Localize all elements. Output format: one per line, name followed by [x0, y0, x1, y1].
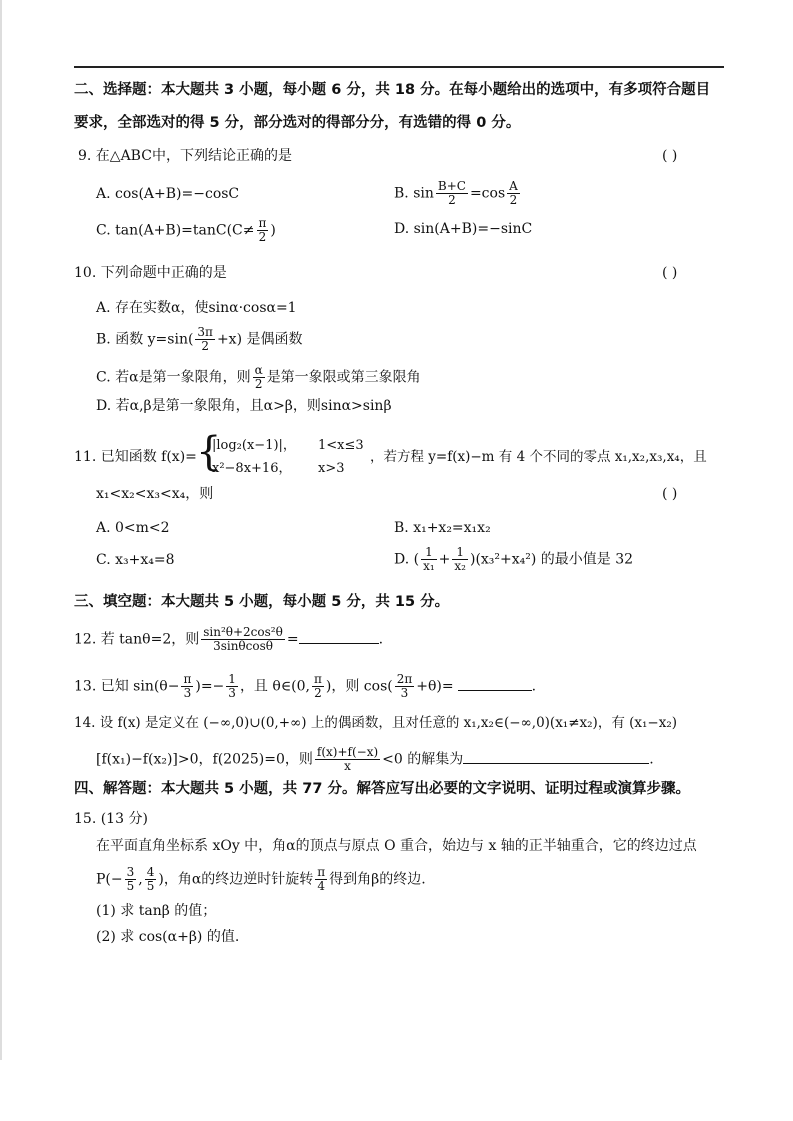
q11-answer-paren: ( ) — [662, 486, 678, 502]
q9-answer-paren: ( ) — [662, 148, 678, 164]
q9-stem: 9. 在△ABC中，下列结论正确的是 — [78, 148, 292, 164]
header-rule — [74, 66, 724, 68]
q11-case1: |log₂(x−1)|， — [212, 438, 296, 453]
q11-stem-end: ，若方程 y=f(x)−m 有 4 个不同的零点 x₁,x₂,x₃,x₄，且 — [370, 449, 707, 465]
q11-option-d: D. ( $\frac{1}{\text{x₁}}$ + $\frac{1}{\text{x₂}}$ )(x₃²+x₄²) 的最小值是 32 — [394, 545, 634, 573]
q10-option-d: D. 若α,β是第一象限角，且α>β，则sinα>sinβ — [96, 398, 392, 414]
q11-stem-line2: x₁<x₂<x₃<x₄，则 — [96, 486, 214, 502]
section2-title-line1: 二、选择题：本大题共 3 小题，每小题 6 分，共 18 分。在每小题给出的选项中，有多项符合题目 — [74, 82, 711, 98]
q10-stem: 10. 下列命题中正确的是 — [74, 265, 227, 281]
q9-option-c: C. tan(A+B)=tanC(C≠ $\frac{\pi}{2}$ ) — [96, 216, 276, 244]
q9-option-b: B. sin $\frac{B+C}{2}$ =cos $\frac{A}{2}$ — [394, 179, 518, 207]
q13-question: 13. 已知 sin(θ− $\frac{\pi}{3}$ )=− $\frac{1}{3}$ ，且 θ∈(0, $\frac{\pi}{2}$ )，则 cos( $\frac{2\pi}{3}$ +θ)= . — [74, 672, 537, 700]
q15-subquestion-1: (1) 求 tanβ 的值； — [96, 903, 217, 919]
piecewise-brace: { — [196, 429, 222, 475]
q11-case2-cond: x>3 — [318, 461, 345, 476]
q15-line2: P(− $\frac{3}{5}$ , $\frac{4}{5}$ )，角α的终边逆时针旋转 $\frac{\pi}{4}$ 得到角β的终边. — [96, 865, 426, 893]
q9-option-a: A. cos(A+B)=−cosC — [96, 186, 240, 202]
q15-subquestion-2: (2) 求 cos(α+β) 的值. — [96, 929, 240, 945]
q9-option-d: D. sin(A+B)=−sinC — [394, 221, 533, 237]
section2-title-line2: 要求，全部选对的得 5 分，部分选对的得部分分，有选错的得 0 分。 — [74, 115, 521, 131]
q10-answer-paren: ( ) — [662, 265, 678, 281]
q15-head: 15. (13 分) — [74, 811, 148, 827]
section3-title: 三、填空题：本大题共 5 小题，每小题 5 分，共 15 分。 — [74, 594, 450, 610]
q14-line1: 14. 设 f(x) 是定义在 (−∞,0)∪(0,+∞) 上的偶函数，且对任意的 x₁,x₂∈(−∞,0)(x₁≠x₂)，有 (x₁−x₂) — [74, 715, 678, 731]
q11-option-b: B. x₁+x₂=x₁x₂ — [394, 520, 491, 536]
q11-case1-cond: 1<x≤3 — [318, 438, 364, 453]
q15-line1: 在平面直角坐标系 xOy 中，角α的顶点与原点 O 重合，始边与 x 轴的正半轴重合，它的终边过点 — [96, 838, 697, 854]
q11-option-c: C. x₃+x₄=8 — [96, 552, 175, 568]
q10-option-c: C. 若α是第一象限角，则 $\frac{\alpha}{2}$ 是第一象限或第三象限角 — [96, 363, 421, 391]
q12-question: 12. 若 tanθ=2，则 $\frac{\text{sin²θ+2cos²θ}}{3\sin\theta\cos\theta}$ = . — [74, 625, 384, 653]
page-edge — [0, 0, 2, 1060]
q10-option-b: B. 函数 y=sin( $\frac{3\pi}{2}$ +x) 是偶函数 — [96, 325, 303, 353]
q11-option-a: A. 0<m<2 — [96, 520, 170, 536]
q11-stem-start: 11. 已知函数 f(x)= — [74, 449, 197, 465]
q14-line2: [f(x₁)−f(x₂)]>0，f(2025)=0，则 $\frac{f(x)+f(-x)}{x}$ <0 的解集为 . — [96, 745, 654, 773]
q10-option-a: A. 存在实数α，使sinα·cosα=1 — [96, 300, 297, 316]
q11-case2: x²−8x+16， — [212, 461, 292, 476]
section4-title: 四、解答题：本大题共 5 小题，共 77 分。解答应写出必要的文字说明、证明过程或演算步骤。 — [74, 781, 690, 797]
